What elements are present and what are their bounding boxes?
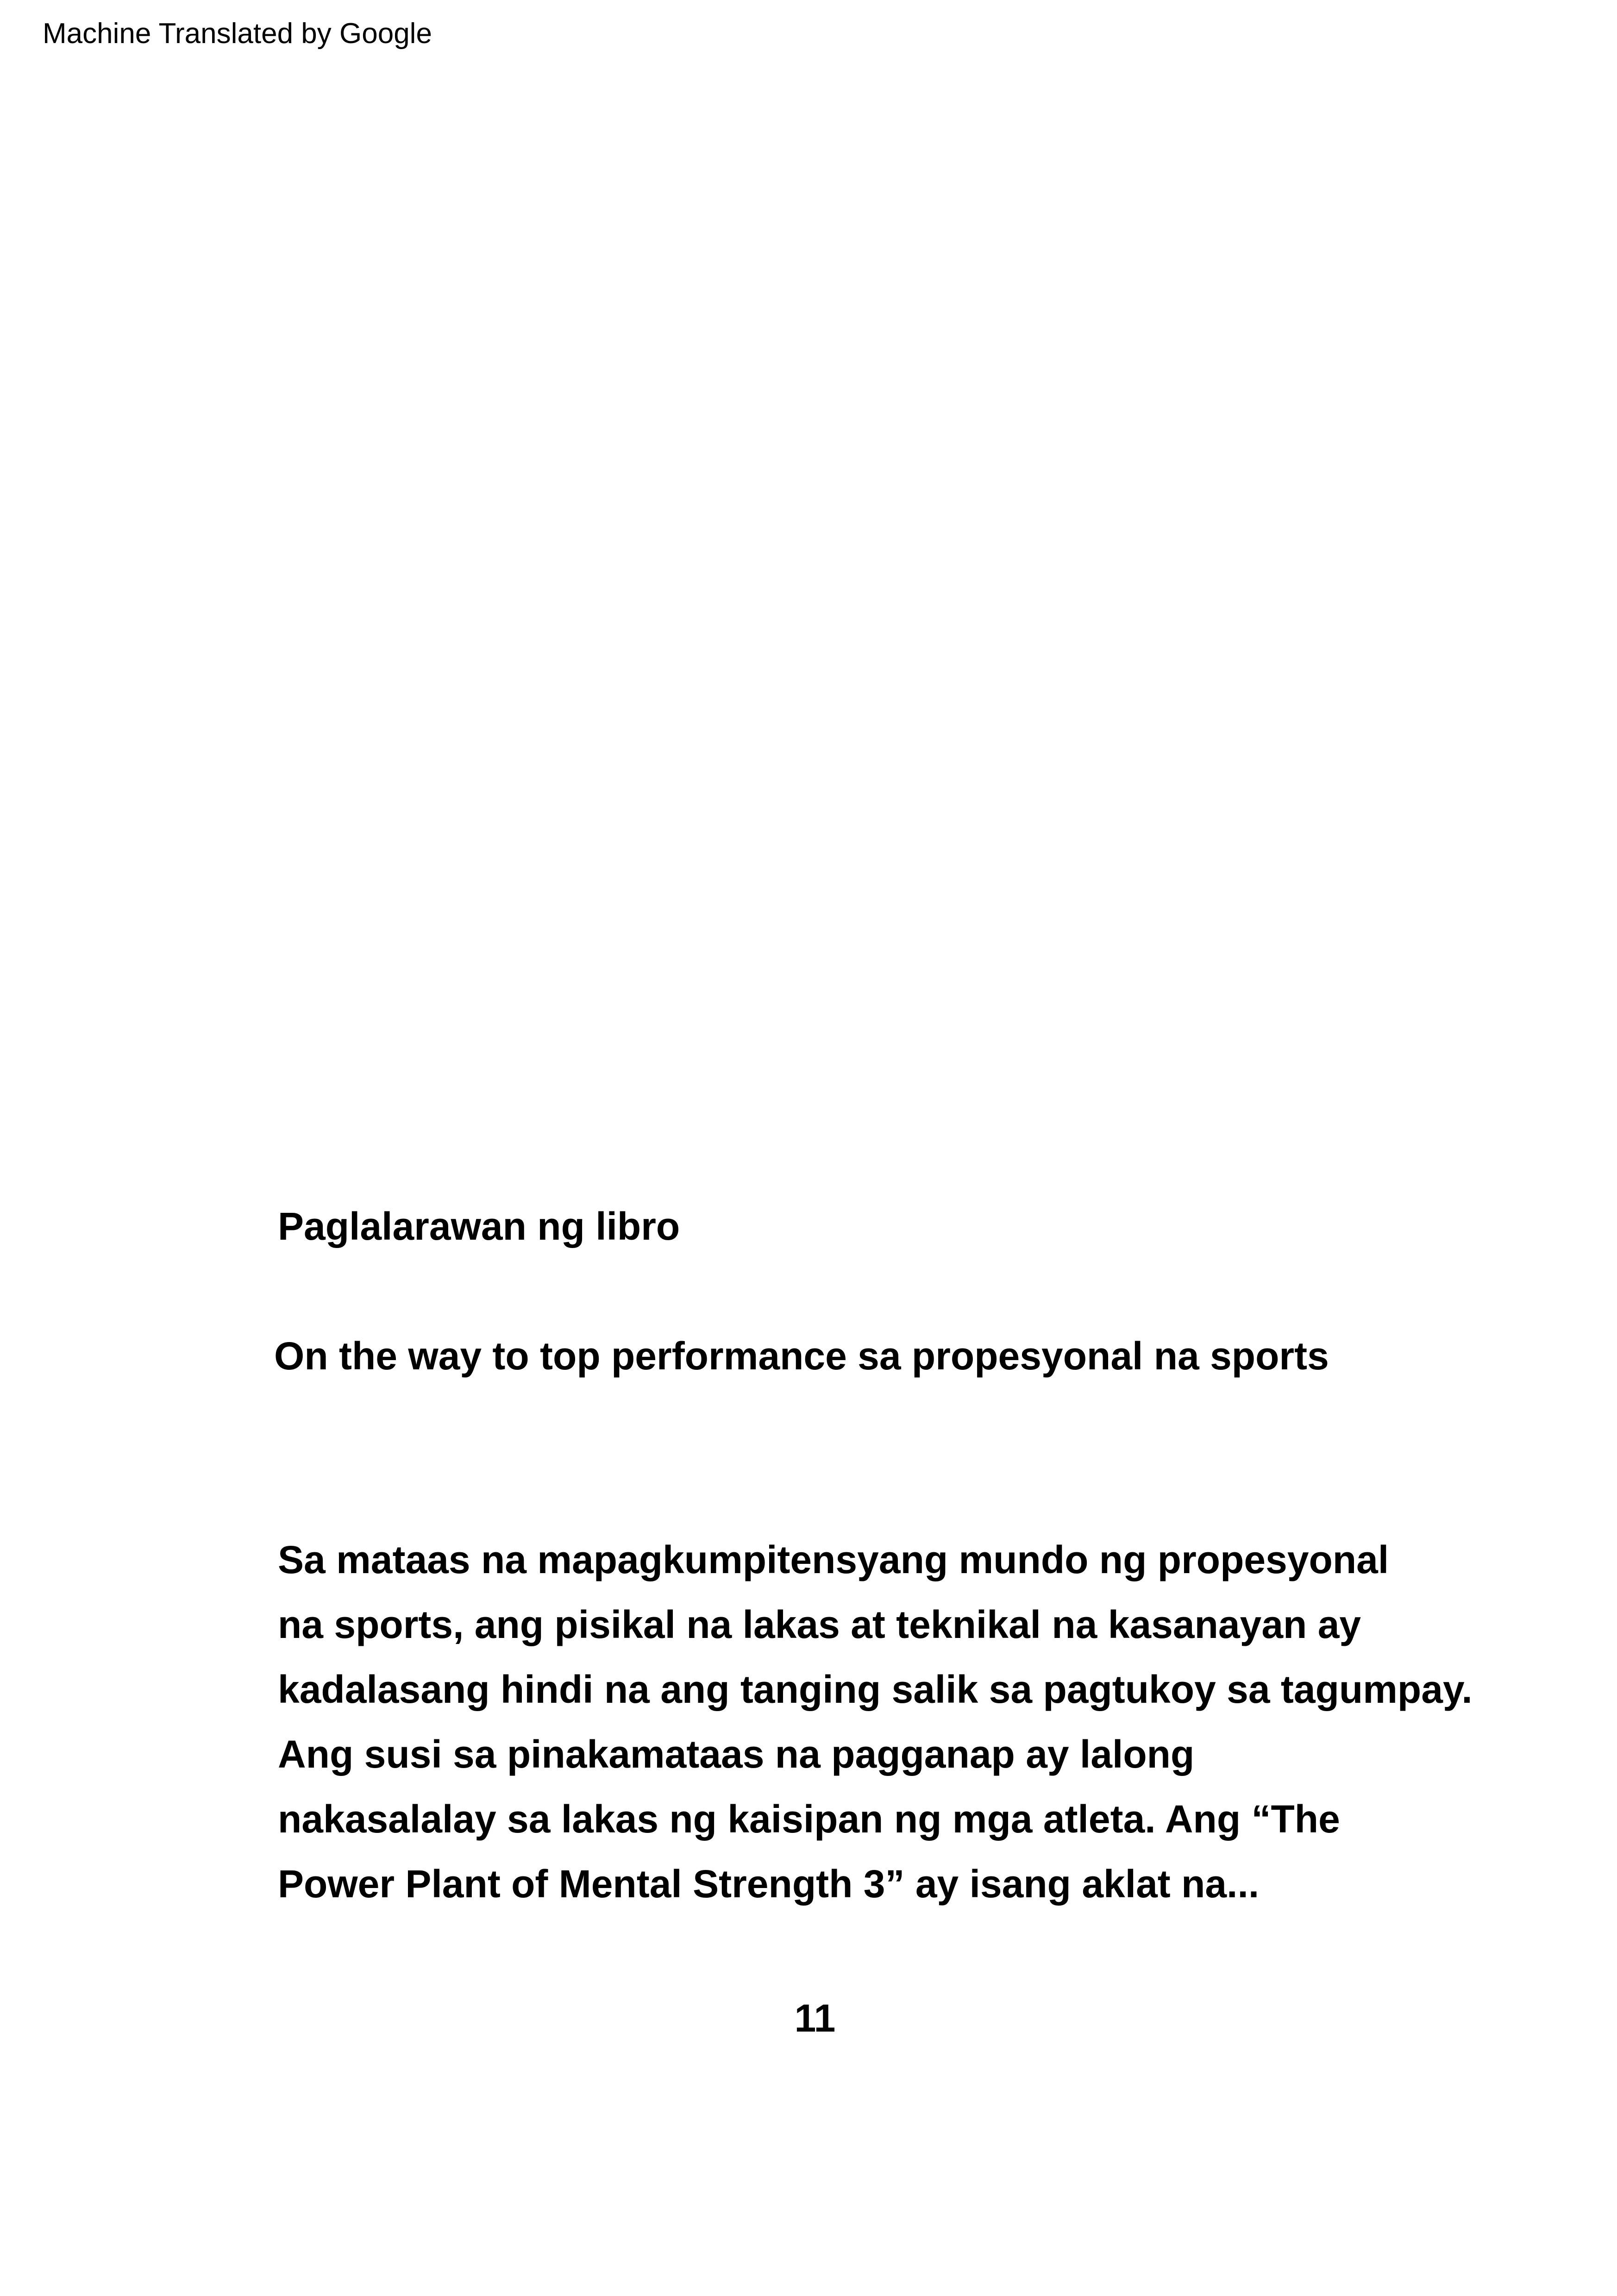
paragraph-line: Power Plant of Mental Strength 3” ay isang aklat na... — [278, 1862, 1260, 1906]
paragraph-line: na sports, ang pisikal na lakas at teknikal na kasanayan ay — [278, 1603, 1361, 1646]
machine-translation-watermark: Machine Translated by Google — [43, 18, 432, 50]
paragraph-line: Ang susi sa pinakamataas na pagganap ay lalong — [278, 1732, 1195, 1776]
paragraph-line: nakasalalay sa lakas ng kaisipan ng mga atleta. Ang “The — [278, 1797, 1340, 1841]
paragraph-line: kadalasang hindi na ang tanging salik sa pagtukoy sa tagumpay. — [278, 1668, 1473, 1711]
page-number: 11 — [794, 1996, 836, 2040]
description-paragraph — [278, 1527, 1528, 1916]
book-description-heading: Paglalarawan ng libro — [278, 1204, 680, 1248]
book-subtitle: On the way to top performance sa propesyonal na sports — [274, 1334, 1329, 1378]
paragraph-line: Sa mataas na mapagkumpitensyang mundo ng propesyonal — [278, 1538, 1389, 1581]
